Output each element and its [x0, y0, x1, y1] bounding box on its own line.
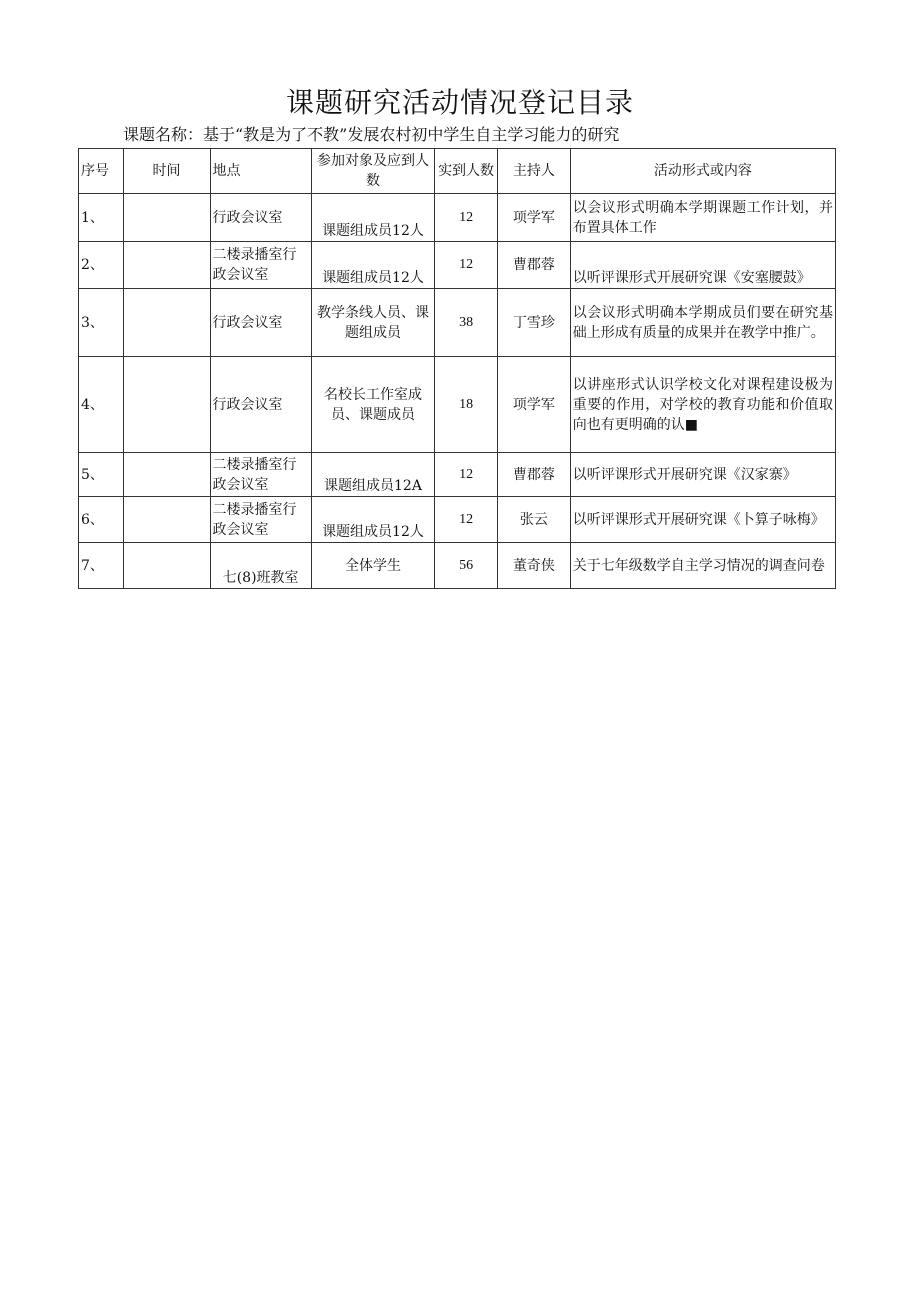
- row-seq: 3、: [79, 289, 124, 357]
- row-host: 董奇侠: [497, 543, 570, 589]
- header-place: 地点: [210, 149, 311, 194]
- row-participants: 课题组成员12A: [311, 453, 434, 497]
- row-attendance: 12: [435, 242, 498, 289]
- row-time: [123, 543, 210, 589]
- row-participants: 课题组成员12人: [311, 194, 434, 242]
- activity-register-table: [78, 148, 836, 589]
- table-row: [79, 357, 836, 453]
- row-place: 行政会议室: [210, 357, 311, 453]
- row-place: 七(8)班教室: [210, 543, 311, 589]
- row-place: 行政会议室: [210, 194, 311, 242]
- row-host: 曹郡蓉: [497, 242, 570, 289]
- row-participants: 全体学生: [311, 543, 434, 589]
- row-time: [123, 453, 210, 497]
- row-host: 项学军: [497, 194, 570, 242]
- row-attendance: 18: [435, 357, 498, 453]
- row-activity: 以听评课形式开展研究课《卜算子咏梅》: [570, 497, 835, 543]
- row-attendance: 12: [435, 453, 498, 497]
- header-host: 主持人: [497, 149, 570, 194]
- row-place: 行政会议室: [210, 289, 311, 357]
- row-seq: 2、: [79, 242, 124, 289]
- row-participants: 教学条线人员、课题组成员: [311, 289, 434, 357]
- row-attendance: 12: [435, 194, 498, 242]
- row-place: 二楼录播室行政会议室: [210, 453, 311, 497]
- row-activity: 以听评课形式开展研究课《安塞腰鼓》: [570, 242, 835, 289]
- row-time: [123, 497, 210, 543]
- table-row: [79, 497, 836, 543]
- row-activity: 以会议形式明确本学期成员们要在研究基础上形成有质量的成果并在教学中推广。: [570, 289, 835, 357]
- table-header-row: [79, 149, 836, 194]
- header-seq: 序号: [79, 149, 124, 194]
- row-time: [123, 289, 210, 357]
- row-attendance: 38: [435, 289, 498, 357]
- row-seq: 6、: [79, 497, 124, 543]
- subject-name: 课题名称：基于“教是为了不教”发展农村初中学生自主学习能力的研究: [123, 125, 620, 144]
- row-seq: 5、: [79, 453, 124, 497]
- header-attendance: 实到人数: [435, 149, 498, 194]
- row-activity: 关于七年级数学自主学习情况的调查问卷: [570, 543, 835, 589]
- row-participants: 名校长工作室成员、课题成员: [311, 357, 434, 453]
- document-title: 课题研究活动情况登记目录: [285, 86, 634, 119]
- row-time: [123, 357, 210, 453]
- header-time: 时间: [123, 149, 210, 194]
- row-place: 二楼录播室行政会议室: [210, 242, 311, 289]
- row-seq: 1、: [79, 194, 124, 242]
- table-row: [79, 543, 836, 589]
- row-host: 张云: [497, 497, 570, 543]
- row-participants: 课题组成员12人: [311, 242, 434, 289]
- row-activity: 以听评课形式开展研究课《汉家寨》: [570, 453, 835, 497]
- row-attendance: 56: [435, 543, 498, 589]
- header-participants: 参加对象及应到人数: [311, 149, 434, 194]
- row-time: [123, 194, 210, 242]
- row-activity: 以讲座形式认识学校文化对课程建设极为重要的作用，对学校的教育功能和价值取向也有更明确的认■: [570, 357, 835, 453]
- row-seq: 7、: [79, 543, 124, 589]
- table-row: [79, 289, 836, 357]
- row-participants: 课题组成员12人: [311, 497, 434, 543]
- row-attendance: 12: [435, 497, 498, 543]
- row-place: 二楼录播室行政会议室: [210, 497, 311, 543]
- row-host: 曹郡蓉: [497, 453, 570, 497]
- table-row: [79, 242, 836, 289]
- row-time: [123, 242, 210, 289]
- row-activity: 以会议形式明确本学期课题工作计划，并布置具体工作: [570, 194, 835, 242]
- row-host: 项学军: [497, 357, 570, 453]
- header-activity: 活动形式或内容: [570, 149, 835, 194]
- row-host: 丁雪珍: [497, 289, 570, 357]
- table-row: [79, 453, 836, 497]
- table-row: [79, 194, 836, 242]
- row-seq: 4、: [79, 357, 124, 453]
